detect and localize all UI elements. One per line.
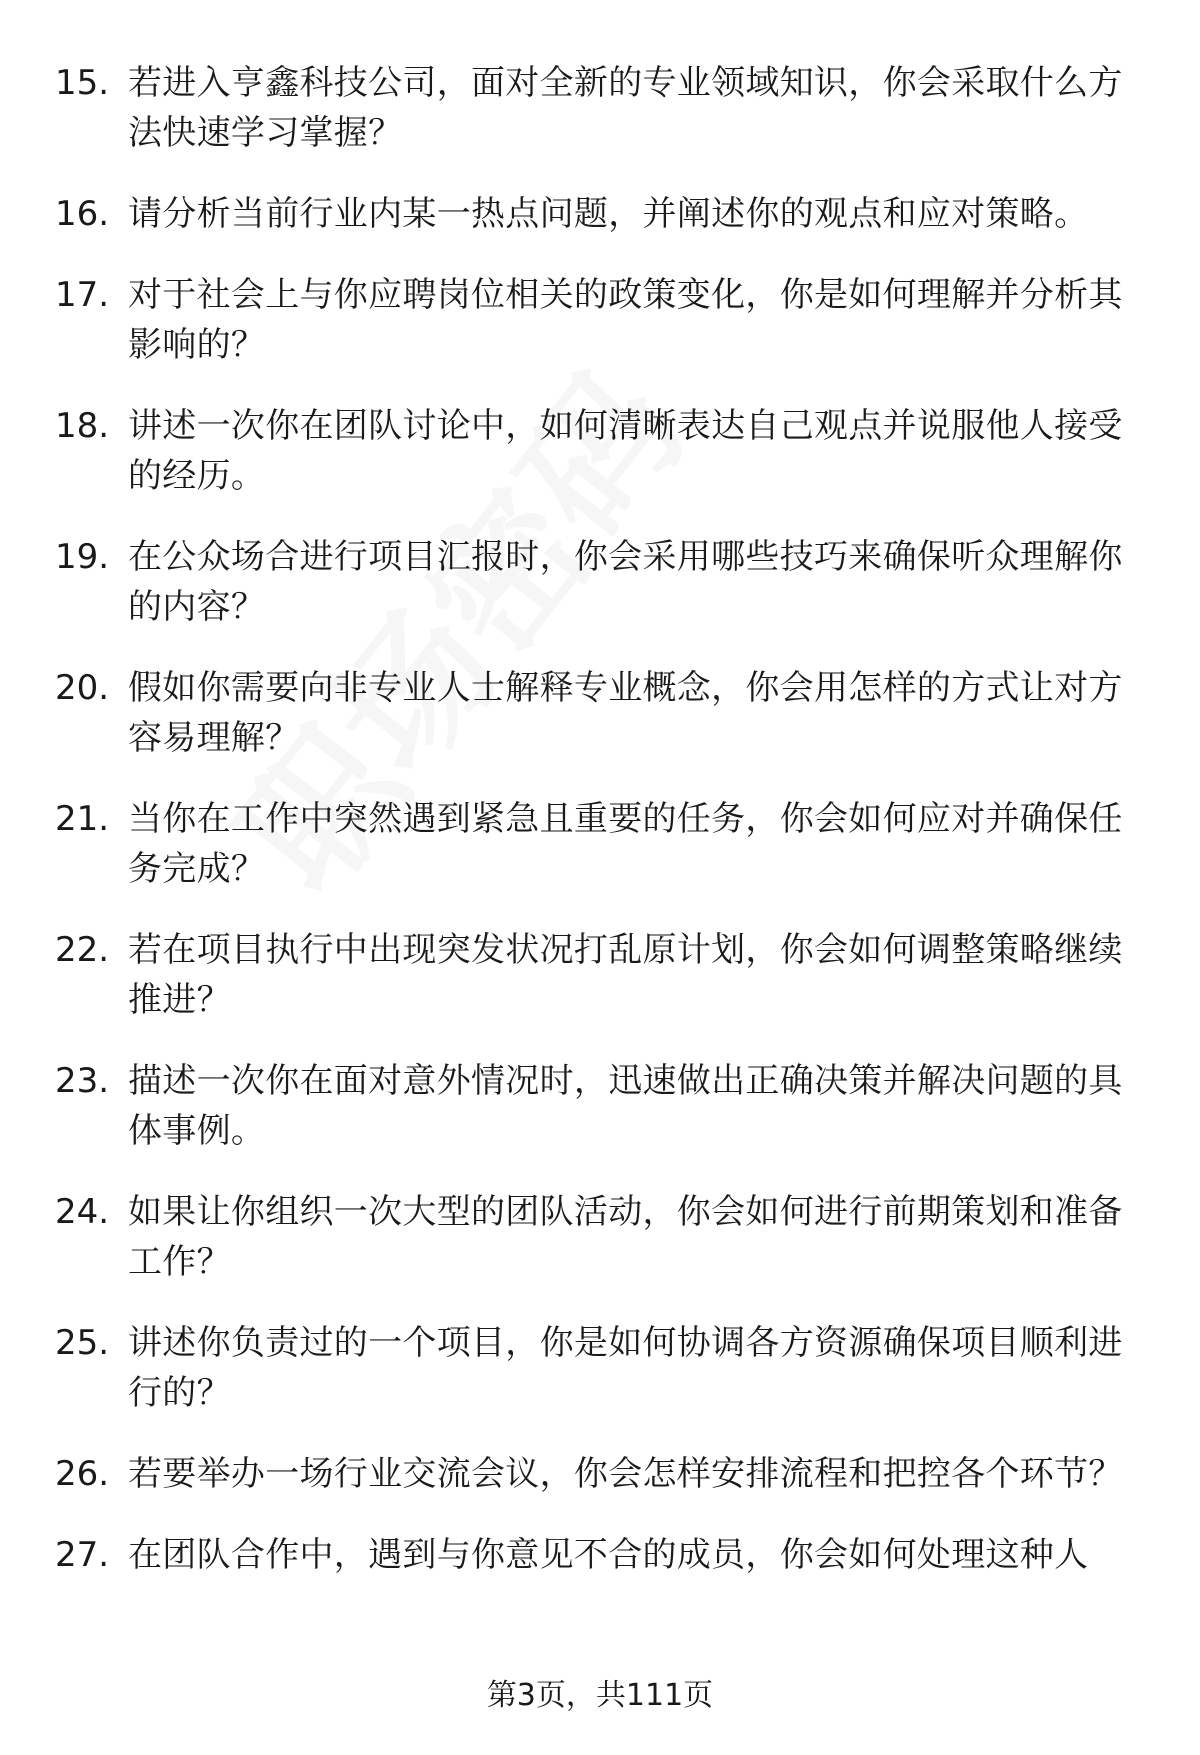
question-number: 15. (55, 63, 110, 103)
question-number: 20. (55, 668, 110, 708)
question-text: 在团队合作中，遇到与你意见不合的成员，你会如何处理这种人 (128, 1535, 1089, 1575)
question-number: 24. (55, 1192, 110, 1232)
question-text: 描述一次你在面对意外情况时，迅速做出正确决策并解决问题的具体事例。 (128, 1061, 1123, 1151)
question-number: 25. (55, 1323, 110, 1363)
list-item (0, 401, 1200, 501)
question-text: 若进入亨鑫科技公司，面对全新的专业领域知识，你会采取什么方法快速学习掌握？ (128, 63, 1123, 153)
list-item (0, 1187, 1200, 1287)
question-text: 若要举办一场行业交流会议，你会怎样安排流程和把控各个环节？ (128, 1454, 1123, 1494)
list-item (0, 1530, 1200, 1580)
list-item (0, 925, 1200, 1025)
list-item (0, 532, 1200, 632)
list-item (0, 1056, 1200, 1156)
question-number: 23. (55, 1061, 110, 1101)
question-number: 22. (55, 930, 110, 970)
question-text: 如果让你组织一次大型的团队活动，你会如何进行前期策划和准备工作？ (128, 1192, 1123, 1282)
list-item (0, 794, 1200, 894)
question-text: 讲述一次你在团队讨论中，如何清晰表达自己观点并说服他人接受的经历。 (128, 406, 1123, 496)
question-text: 在公众场合进行项目汇报时，你会采用哪些技巧来确保听众理解你的内容？ (128, 537, 1123, 627)
list-item (0, 663, 1200, 763)
question-number: 17. (55, 275, 110, 315)
question-number: 16. (55, 194, 110, 234)
question-list (0, 58, 1200, 1611)
question-text: 若在项目执行中出现突发状况打乱原计划，你会如何调整策略继续推进？ (128, 930, 1123, 1020)
list-item (0, 270, 1200, 370)
page-indicator: 第3页，共111页 (486, 1678, 714, 1713)
question-number: 19. (55, 537, 110, 577)
question-text: 请分析当前行业内某一热点问题，并阐述你的观点和应对策略。 (128, 194, 1089, 234)
list-item (0, 1318, 1200, 1418)
question-text: 对于社会上与你应聘岗位相关的政策变化，你是如何理解并分析其影响的？ (128, 275, 1123, 365)
list-item (0, 58, 1200, 158)
question-text: 假如你需要向非专业人士解释专业概念，你会用怎样的方式让对方容易理解？ (128, 668, 1123, 758)
question-number: 26. (55, 1454, 110, 1494)
question-text: 讲述你负责过的一个项目，你是如何协调各方资源确保项目顺利进行的？ (128, 1323, 1123, 1413)
list-item (0, 1449, 1200, 1499)
question-number: 21. (55, 799, 110, 839)
list-item (0, 189, 1200, 239)
question-number: 18. (55, 406, 110, 446)
question-text: 当你在工作中突然遇到紧急且重要的任务，你会如何应对并确保任务完成？ (128, 799, 1123, 889)
question-number: 27. (55, 1535, 110, 1575)
